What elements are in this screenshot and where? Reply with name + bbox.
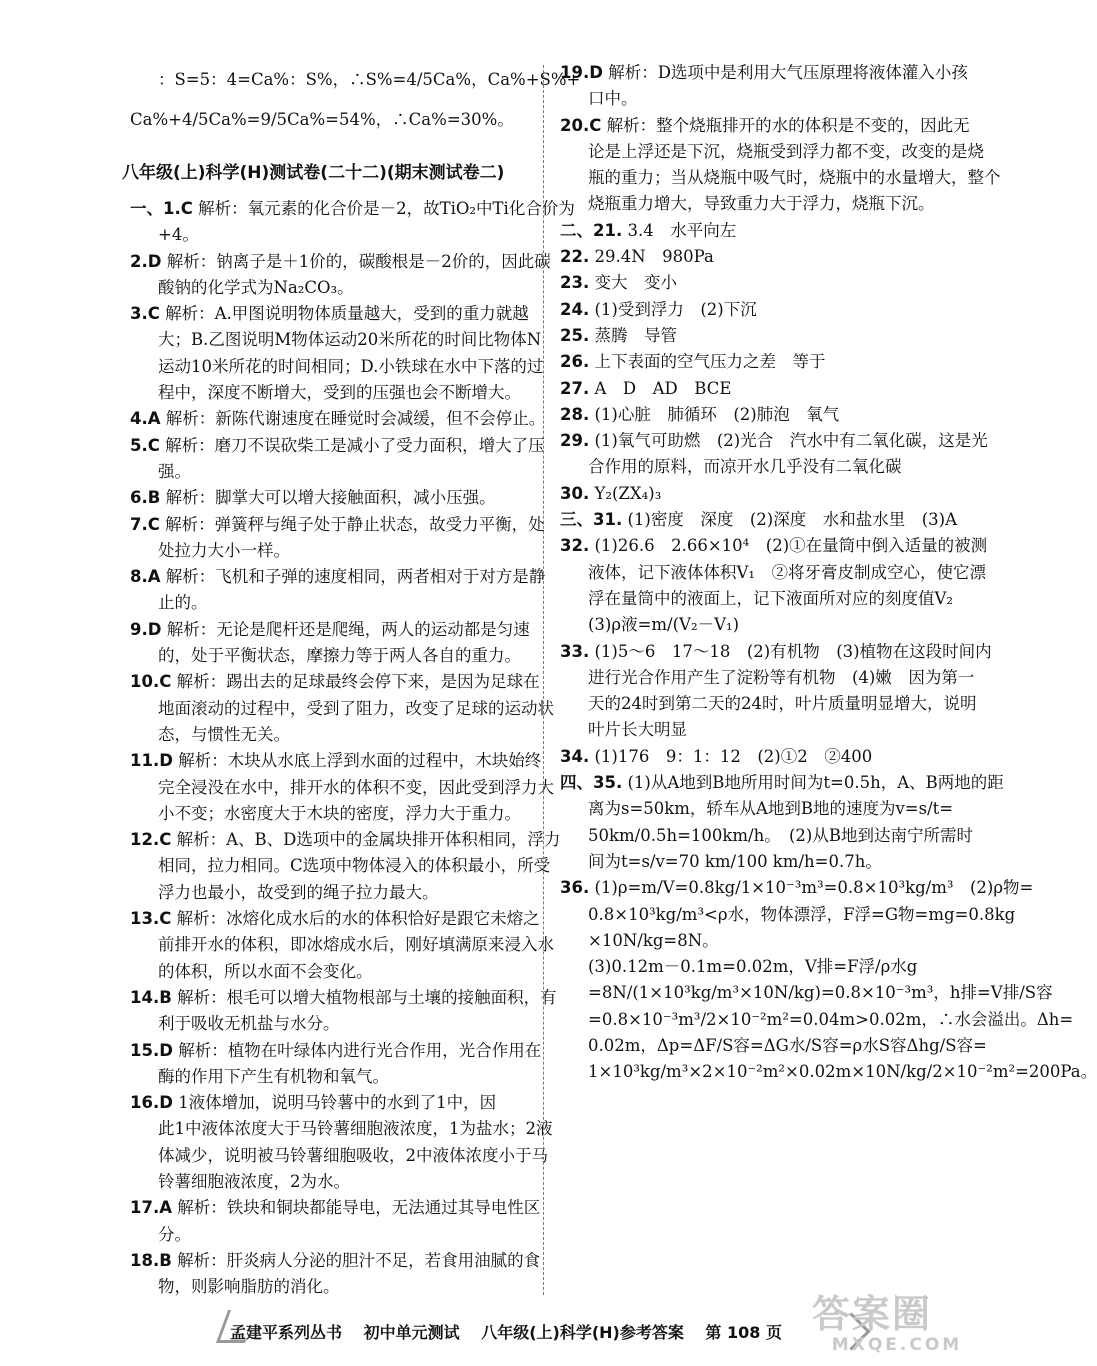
answer-item [560,113,1001,218]
question-number: 一、1.C [130,199,193,218]
answer-text: 解析：无论是爬杆还是爬绳，两人的运动都是匀速 [166,619,530,639]
answer-item [560,770,1004,875]
answer-text: 浮在量筒中的液面上，记下液面所对应的刻度值V₂ [588,588,954,608]
answer-text: 解析：钠离子是＋1价的，碳酸根是－2价的，因此碳 [166,251,551,271]
footer-book: 初中单元测试 [363,1323,460,1342]
answer-item [560,639,992,744]
answer-text: A D AD BCE [594,378,732,398]
answer-text: 态，与惯性无关。 [158,724,290,744]
answer-text: 解析：植物在叶绿体内进行光合作用，光合作用在 [178,1040,542,1060]
answer-text: 运动10米所花的时间相同；D.小铁球在水中下落的过 [158,356,544,376]
answer-text: 进行光合作用产生了淀粉等有机物 (4)嫩 因为第一 [588,667,975,687]
question-number: 28. [560,404,590,424]
question-number: 36. [560,878,590,898]
watermark-logo [812,1292,982,1358]
question-number: 3.C [130,304,160,324]
question-number: 23. [560,273,590,293]
right-column [560,60,1097,1086]
answer-list-right [560,60,1097,1086]
answer-text: 解析：铁块和铜块都能导电，无法通过其导电性区 [177,1198,541,1218]
footer-series: 孟建平系列丛书 [230,1323,343,1342]
answer-text: 解析：新陈代谢速度在睡觉时会减缓，但不会停止。 [165,409,546,429]
question-number: 14.B [130,987,172,1007]
answer-text: (1)5～6 17～18 (2)有机物 (3)植物在这段时间内 [594,641,992,661]
answer-text: 合作用的原料，而凉开水几乎没有二氧化碳 [588,457,902,477]
answer-text: 地面滚动的过程中，受到了阻力，改变了足球的运动状 [158,698,554,718]
answer-item [560,270,975,296]
answer-text: 酶的作用下产生有机物和氧气。 [158,1066,389,1086]
answer-item [560,297,975,323]
answer-text: 解析：踢出去的足球最终会停下来，是因为足球在 [176,672,540,692]
answer-text: (1)心脏 肺循环 (2)肺泡 氧气 [594,404,840,424]
answer-line [130,564,546,590]
answer-text: 利于吸收无机盐与水分。 [158,1014,340,1034]
answer-line [560,770,1004,796]
answer-line [560,717,975,743]
answer-line [130,406,546,432]
answer-item [130,1038,542,1091]
answer-text: (3)0.12m－0.1m=0.02m，V排=F浮/ρ水g [588,957,918,977]
answer-item [130,985,557,1038]
answer-text: 解析：冰熔化成水后的水的体积恰好是跟它未熔之 [176,909,540,929]
question-number: 25. [560,325,590,345]
answer-text: 上下表面的空气压力之差 等于 [594,352,826,372]
answer-text: 程中，深度不断增大，受到的压强也会不断增大。 [158,383,521,403]
answer-text: 分。 [158,1224,191,1244]
answer-line [130,459,530,485]
answer-text: 解析：整个烧瓶排开的水的体积是不变的，因此无 [606,115,970,135]
answer-text: 解析：D选项中是利用大气压原理将液体灌入小孩 [608,63,968,82]
answer-text: 液体，记下液体体积V₁ ②将牙膏皮制成空心，使它漂 [588,562,987,582]
answer-item [130,564,546,617]
answer-line [130,380,530,406]
answer-line [130,1038,542,1064]
answer-line [130,801,530,827]
question-number: 18.B [130,1250,172,1270]
answer-line [130,775,554,801]
question-number: 6.B [130,488,161,508]
answer-item [560,218,975,244]
answer-text: 解析：飞机和子弹的速度相同，两者相对于对方是静 [165,567,546,587]
answer-item [560,323,975,349]
answer-item [560,402,975,428]
footer-subject: 八年级(上)科学(H)参考答案 [481,1323,684,1342]
question-number: 26. [560,352,590,372]
answer-text: 解析：A.甲图说明物体质量越大，受到的重力就越 [165,304,529,324]
answer-line [560,454,975,480]
answer-text: 体减少，说明被马铃薯细胞吸收，2中液体浓度小于马 [158,1145,548,1165]
answer-text: 完全浸没在水中，排开水的体积不变，因此受到浮力大 [158,777,554,797]
answer-line [560,297,975,323]
answer-line [130,722,530,748]
answer-item [130,669,554,748]
answer-line [560,139,984,165]
answer-text: (3)ρ液=m/(V₂－V₁) [588,615,740,635]
answer-text: 50km/0.5h=100km/h。 (2)从B地到达南宁所需时 [588,825,973,845]
answer-item [130,1248,541,1301]
answer-line [130,433,545,459]
answer-text: (1)26.6 2.66×10⁴ (2)①在量筒中倒入适量的被测 [594,536,988,556]
answer-line [560,902,1016,928]
answer-item [130,827,561,906]
answer-text: 强。 [158,461,191,481]
answer-text: 间为t=s/v=70 km/100 km/h=0.7h。 [588,851,882,871]
answer-item [130,249,551,302]
answer-line [560,954,975,980]
question-number: 33. [560,641,590,661]
answer-line [130,643,530,669]
question-number: 12.C [130,830,172,850]
answer-text: 0.8×10³kg/m³<ρ水，物体漂浮，F浮=G物=mg=0.8kg [588,904,1016,924]
answer-line [130,853,551,879]
question-number: 四、35. [560,773,623,793]
answer-item [130,196,575,249]
answer-line [560,270,975,296]
question-number: 5.C [130,435,160,455]
watermark-url: MXQE.COM [831,1335,963,1355]
answer-item [130,748,554,827]
answer-line [130,985,557,1011]
answer-item [560,507,975,533]
question-number: 16.D [130,1093,173,1113]
answer-item [560,533,988,638]
answer-line [130,1116,553,1142]
answer-text: (1)176 9：1：12 (2)①2 ②400 [594,746,873,766]
answer-line [130,617,530,643]
answer-text: 离为s=50km，轿车从A地到B地的速度为v=s/t= [588,799,954,819]
column-divider [543,65,544,1295]
question-number: 32. [560,536,590,556]
answer-line [130,827,561,853]
question-number: 10.C [130,672,172,692]
answer-line [130,1248,541,1274]
answer-text: =8N/(1×10³kg/m³×10N/kg)=0.8×10⁻³m³，h排=V排/S容 [588,983,1053,1003]
answer-line [130,301,530,327]
answer-text: 瓶的重力；当从烧瓶中吸气时，烧瓶中的水量增大，整个 [588,168,1001,188]
answer-text: 铃薯细胞液浓度，2为水。 [158,1171,350,1191]
answer-line [560,639,992,665]
answer-text: 天的24时到第二天的24时，叶片质量明显增大，说明 [588,694,977,714]
answer-text: 论是上浮还是下沉，烧瓶受到浮力都不变，改变的是烧 [588,141,984,161]
answer-line [560,980,1053,1006]
question-number: 20.C [560,115,602,135]
answer-line [560,86,975,112]
answer-line [130,538,530,564]
answer-line [130,696,554,722]
answer-text: 解析：木块从水底上浮到水面的过程中，木块始终 [178,751,542,771]
answer-line [560,1059,1097,1085]
answer-text: 叶片长大明显 [588,720,687,740]
answer-line [560,507,975,533]
answer-line [130,1169,530,1195]
answer-line [130,1274,530,1300]
answer-text: 此1中液体浓度大于马铃薯细胞液浓度，1为盐水；2液 [158,1119,553,1139]
answer-item [560,60,975,113]
answer-line [130,275,530,301]
answer-line [130,354,544,380]
answer-line [130,485,530,511]
answer-text: 酸钠的化学式为Na₂CO₃。 [158,277,354,297]
answer-line [130,512,545,538]
answer-line [560,665,975,691]
answer-text: ×10N/kg=8N。 [588,930,719,950]
answer-line [130,906,540,932]
answer-line [560,1007,1074,1033]
answer-line [130,880,530,906]
answer-text: 口中。 [588,89,638,109]
answer-text: 前排开水的体积，即冰熔成水后，刚好填满原来浸入水 [158,935,554,955]
question-number: 27. [560,378,590,398]
answer-item [130,906,554,985]
answer-line [130,959,530,985]
answer-line [560,823,975,849]
answer-line [560,323,975,349]
question-number: 三、31. [560,510,623,530]
answer-line [130,590,530,616]
answer-text: Y₂(ZX₄)₃ [594,483,662,503]
answer-line [560,481,975,507]
answer-line [560,612,975,638]
answer-text: =0.8×10⁻³m³/2×10⁻²m²=0.04m>0.02m，∴水会溢出。Δh= [588,1009,1074,1029]
answer-item [130,485,530,511]
answer-text: 3.4 水平向左 [627,220,737,240]
question-number: 13.C [130,909,172,929]
answer-text: (1)ρ=m/V=0.8kg/1×10⁻³m³=0.8×10³kg/m³ (2)ρ物= [594,878,1034,898]
answer-text: 0.02m，Δp=ΔF/S容=ΔG水/S容=ρ水S容Δhg/S容= [588,1035,987,1055]
answer-text: 1液体增加，说明马铃薯中的水到了1中，因 [178,1093,497,1113]
answer-line [130,222,530,248]
answer-text: 的体积，所以水面不会变化。 [158,961,373,981]
question-number: 15.D [130,1040,173,1060]
answer-text: 的，处于平衡状态，摩擦力等于两人各自的重力。 [158,646,521,666]
answer-line [130,748,542,774]
section-title: 八年级(上)科学(H)测试卷(二十二)(期末测试卷二) [122,163,505,183]
answer-text: 解析：根毛可以增大植物根部与土壤的接触面积，有 [177,987,557,1007]
footer-page: 第 108 页 [705,1323,782,1342]
answer-line [130,932,554,958]
answer-item [130,1195,541,1248]
answer-line [560,796,975,822]
answer-item [130,1090,553,1195]
question-number: 29. [560,431,590,451]
answer-text: 蒸腾 导管 [594,325,677,345]
answer-item [130,301,544,406]
answer-text: 大；B.乙图说明M物体运动20米所花的时间比物体N [158,330,542,350]
answer-text: 解析：A、B、D选项中的金属块排开体积相同，浮力 [176,830,561,850]
answer-item [560,428,988,481]
answer-text: +4。 [158,225,199,245]
answer-line [130,249,551,275]
answer-item [560,349,975,375]
answer-item [130,617,530,670]
answer-line [560,60,975,86]
answer-line [560,376,975,402]
question-number: 30. [560,483,590,503]
answer-text: 29.4N 980Pa [594,247,714,267]
answer-item [560,376,975,402]
watermark-text: 答案圈 [812,1292,933,1336]
answer-line [560,533,988,559]
question-number: 7.C [130,514,160,534]
answer-text: 物，则影响脂肪的消化。 [158,1277,340,1297]
answer-text: 止的。 [158,593,208,613]
answer-line [560,218,975,244]
answer-item [130,433,545,486]
answer-text: 相同，拉力相同。C选项中物体浸入的体积最小，所受 [158,856,551,876]
answer-text: (1)密度 深度 (2)深度 水和盐水里 (3)A [627,510,958,530]
answer-line [560,349,975,375]
answer-line [130,1143,548,1169]
intro-line: ：S=5：4=Ca%：S%，∴S%=4/5Ca%，Ca%+S%+ [158,70,581,89]
question-number: 4.A [130,409,161,429]
answer-line [560,244,975,270]
answer-line [560,875,1034,901]
question-number: 二、21. [560,220,623,240]
question-number: 8.A [130,567,161,587]
answer-line [560,928,975,954]
answer-text: 1×10³kg/m³×2×10⁻²m²×0.02m×10N/kg/2×10⁻²m²=200Pa。 [588,1062,1097,1082]
answer-line [130,1222,530,1248]
answer-text: 解析：弹簧秤与绳子处于静止状态，故受力平衡，处 [165,514,545,534]
answer-text: 处拉力大小一样。 [158,540,290,560]
answer-line [130,1064,530,1090]
question-number: 22. [560,247,590,267]
answer-item [560,481,975,507]
answer-text: 解析：肝炎病人分泌的胆汁不足，若食用油腻的食 [177,1250,541,1270]
answer-text: (1)氧气可助燃 (2)光合 汽水中有二氧化碳，这是光 [594,431,988,451]
answer-line [560,191,975,217]
answer-line [560,402,975,428]
question-number: 9.D [130,619,162,639]
answer-text: 小不变；水密度大于木块的密度，浮力大于重力。 [158,803,521,823]
answer-line [130,327,542,353]
answer-line [560,428,988,454]
answer-item [130,512,545,565]
answer-line [560,691,975,717]
question-number: 11.D [130,751,173,771]
answer-line [130,1011,530,1037]
answer-line [560,586,975,612]
answer-item [560,244,975,270]
answer-text: (1)从A地到B地所用时间为t=0.5h，A、B两地的距 [627,773,1004,793]
answer-item [560,875,1097,1085]
question-number: 2.D [130,251,162,271]
answer-line [130,1195,541,1221]
answer-line [560,744,975,770]
intro-line: Ca%+4/5Ca%=9/5Ca%=54%，∴Ca%=30%。 [130,110,514,129]
answer-text: 浮力也最小，故受到的绳子拉力最大。 [158,882,439,902]
answer-line [560,1033,987,1059]
question-number: 19.D [560,63,603,82]
answer-line [130,669,540,695]
answer-text: 解析：磨刀不误砍柴工是减小了受力面积，增大了压 [165,435,545,455]
answer-line [130,196,575,222]
answer-line [560,849,975,875]
answer-text: (1)受到浮力 (2)下沉 [594,299,757,319]
answer-item [130,406,546,432]
answer-line [560,113,975,139]
answer-text: 烧瓶重力增大，导致重力大于浮力，烧瓶下沉。 [588,194,935,214]
answer-line [130,1090,530,1116]
question-number: 34. [560,746,590,766]
answer-line [560,560,987,586]
answer-line [560,165,1001,191]
page-footer [230,1320,850,1343]
question-number: 24. [560,299,590,319]
answer-item [560,744,975,770]
question-number: 17.A [130,1198,172,1218]
answer-text: 解析：脚掌大可以增大接触面积，减小压强。 [165,488,496,508]
answer-text: 解析：氧元素的化合价是－2，故TiO₂中Ti化合价为 [198,199,575,218]
answer-text: 变大 变小 [594,273,677,293]
